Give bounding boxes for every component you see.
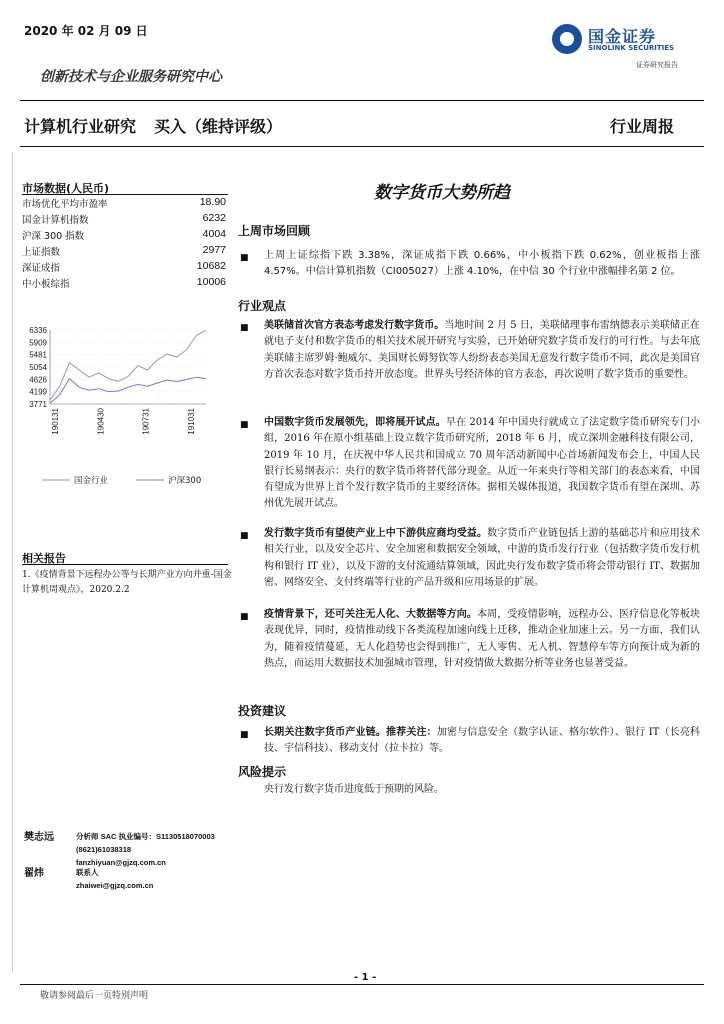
market-row bbox=[22, 260, 226, 276]
invest-body: 加密与信息安全（数字认证、格尔软件）、银行 IT（长亮科技、宇信科技）、移动支付（拉卡拉）等。 bbox=[264, 727, 700, 755]
view-4-text: 本周，受疫情影响，远程办公、医疗信息化等板块表现优异，同时，疫情推动线下各类流程加速向线上迁移，推动企业加速上云。另一方面，我们认为，随着疫情蔓延，无人化趋势也会得到推广，无人零售、无人机、智慧停车等方向预计成为新的热点，而运用大数据技术加强城市管理，针对疫情做大数据分析等业务也显著受益。 bbox=[264, 609, 700, 669]
industry-name: 计算机行业研究 bbox=[24, 117, 137, 136]
x-tick-label: 190430 bbox=[96, 408, 106, 435]
market-row bbox=[22, 228, 226, 244]
market-value: 6232 bbox=[202, 212, 226, 224]
market-value: 4004 bbox=[202, 228, 226, 240]
x-tick-label: 191031 bbox=[187, 408, 196, 435]
analyst-phone: (8621)61038318 bbox=[76, 845, 132, 854]
report-type: 行业周报 bbox=[610, 117, 675, 136]
x-tick-label: 190131 bbox=[51, 408, 60, 435]
analyst-info bbox=[76, 830, 215, 869]
logo-en: SINOLINK SECURITIES bbox=[588, 44, 675, 52]
market-label: 中小板综指 bbox=[22, 279, 70, 290]
market-label: 深证成指 bbox=[22, 263, 61, 274]
risk-title: 风险提示 bbox=[238, 765, 287, 779]
market-value: 18.90 bbox=[199, 196, 226, 208]
divider bbox=[22, 194, 228, 195]
related-title: 相关报告 bbox=[22, 552, 66, 565]
view-2-text: 早在 2014 年中国央行就成立了法定数字货币研究专门小组，2016 年在原小组基础上设立数字货币研究所，2018 年 6 月，成立深圳金融科技有限公司，2019 年 10 月，在庆祝中华人民共和国成立 70 周年活动新闻中心首场新闻发布会上，中国人民银行长易纲表示：央行的数字货币将替代部分现金。从近一年来央行等相关部门的表态来看，中国有望成为世界上首个发行数字货币的主要经济体。据相关媒体报道，我国数字货币有望在深圳、苏州优先展开试点。 bbox=[264, 417, 700, 510]
market-label: 上证指数 bbox=[22, 247, 61, 258]
research-center: 创新技术与企业服务研究中心 bbox=[40, 69, 222, 85]
bullet-icon: ■ bbox=[240, 420, 249, 430]
index-chart bbox=[18, 320, 228, 510]
bullet-icon: ■ bbox=[240, 612, 249, 622]
logo-cn: 国金证券 bbox=[588, 27, 657, 46]
series-line bbox=[50, 377, 206, 403]
company-logo bbox=[552, 24, 702, 64]
market-label: 沪深 300 指数 bbox=[22, 231, 85, 242]
risk-text: 央行发行数字货币进度低于预期的风险。 bbox=[264, 784, 444, 795]
view-3 bbox=[264, 526, 700, 591]
view-1-bold: 美联储首次官方表态考虑发行数字货币。 bbox=[264, 320, 445, 331]
contact-info bbox=[76, 866, 153, 892]
analyst-name: 樊志远 bbox=[24, 832, 54, 843]
view-1 bbox=[264, 318, 700, 383]
divider bbox=[22, 564, 228, 565]
invest-text bbox=[264, 725, 700, 758]
y-tick-label: 4199 bbox=[29, 387, 47, 397]
y-tick-label: 5909 bbox=[29, 338, 47, 348]
market-label: 市场优化平均市盈率 bbox=[22, 199, 108, 210]
view-title: 行业观点 bbox=[238, 299, 287, 313]
bullet-icon: ■ bbox=[240, 323, 249, 333]
contact-email[interactable]: zhaiwei@gjzq.com.cn bbox=[76, 881, 154, 890]
market-value: 10682 bbox=[196, 260, 226, 272]
invest-title: 投资建议 bbox=[238, 704, 287, 718]
logo-icon bbox=[552, 24, 582, 54]
market-value: 10006 bbox=[196, 276, 226, 288]
bullet-icon: ■ bbox=[240, 531, 249, 541]
divider bbox=[20, 146, 704, 147]
left-margin-line bbox=[12, 152, 13, 972]
market-row bbox=[22, 212, 226, 228]
market-row bbox=[22, 276, 226, 292]
y-tick-label: 3771 bbox=[29, 400, 47, 409]
tagline: 证券研究报告 bbox=[636, 61, 678, 69]
y-tick-label: 4626 bbox=[29, 375, 47, 385]
rating: 买入（维持评级） bbox=[154, 117, 283, 136]
related-report-item[interactable]: 1.《疫情背景下远程办公等与长期产业方向并重-国金计算机周观点》，2020.2.2 bbox=[22, 570, 232, 595]
legend-label: 沪深300 bbox=[168, 476, 202, 486]
legend-label: 国金行业 bbox=[74, 476, 109, 486]
main-title: 数字货币大势所趋 bbox=[374, 183, 510, 203]
market-row bbox=[22, 196, 226, 212]
view-4-bold: 疫情背景下，还可关注无人化、大数据等方向。 bbox=[264, 609, 477, 620]
analyst-sac: 分析师 SAC 执业编号：S1130518070003 bbox=[76, 832, 215, 841]
view-4 bbox=[264, 607, 700, 672]
series-line bbox=[50, 330, 206, 400]
analyst-email[interactable]: fanzhiyuan@gjzq.com.cn bbox=[76, 858, 166, 867]
contact-role: 联系人 bbox=[76, 868, 99, 877]
view-1-text: 当地时间 2 月 5 日，美联储理事布雷纳德表示美联储正在就电子支付和数字货币的相关技术展开研究与实验，已开始研究数字货币发行的可行性。与去年底美联储主席罗姆·鲍威尔、美国财长姆努钦等人纷纷表态美国无意发行数字货币不同，此次是美国官方首次表态对数字货币持开放态度。世界头号经济体的官方表态，再次说明了数字货币的重要性。 bbox=[264, 320, 700, 380]
bullet-icon: ■ bbox=[240, 730, 249, 740]
report-date: 2020 年 02 月 09 日 bbox=[24, 24, 148, 38]
market-value: 2977 bbox=[202, 244, 226, 256]
market-data-title: 市场数据(人民币) bbox=[22, 182, 110, 195]
y-tick-label: 5054 bbox=[29, 362, 47, 372]
divider bbox=[20, 100, 704, 101]
view-2-bold: 中国数字货币发展领先，即将展开试点。 bbox=[264, 417, 446, 428]
view-3-bold: 发行数字货币有望使产业上中下游供应商均受益。 bbox=[264, 528, 488, 539]
market-label: 国金计算机指数 bbox=[22, 215, 89, 226]
divider bbox=[20, 984, 704, 985]
x-tick-label: 190731 bbox=[141, 408, 151, 435]
y-tick-label: 5481 bbox=[29, 350, 47, 360]
bullet-icon: ■ bbox=[240, 253, 249, 263]
rating-line bbox=[24, 114, 300, 137]
review-text: 上周上证综指下跌 3.38%，深证成指下跌 0.66%，中小板指下跌 0.62%，创业板指上涨 4.57%。中信计算机指数（CI005027）上涨 4.10%，在中信 30 个行业中涨幅排名第 2 位。 bbox=[264, 250, 700, 278]
market-row bbox=[22, 244, 226, 260]
page-number: - 1 - bbox=[354, 972, 377, 983]
y-tick-label: 6336 bbox=[29, 326, 47, 335]
invest-bold: 长期关注数字货币产业链。推荐关注： bbox=[264, 727, 437, 738]
disclaimer: 敬请参阅最后一页特别声明 bbox=[40, 991, 149, 1001]
view-3-text: 数字货币产业链包括上游的基础芯片和应用技术相关行业，以及安全芯片、安全加密和数据安全领域，中游的货币发行行业（包括数字货币发行机构和银行 IT 业），以及下游的支付流通结算领域，因此央行发布数字货币将会带动银行 IT、数据加密、网络安全、支付终端等行业的产品升级和应用场景的扩展。 bbox=[264, 528, 701, 588]
review-title: 上周市场回顾 bbox=[238, 224, 311, 238]
contact-name: 翟炜 bbox=[24, 868, 44, 879]
view-2 bbox=[264, 415, 700, 513]
